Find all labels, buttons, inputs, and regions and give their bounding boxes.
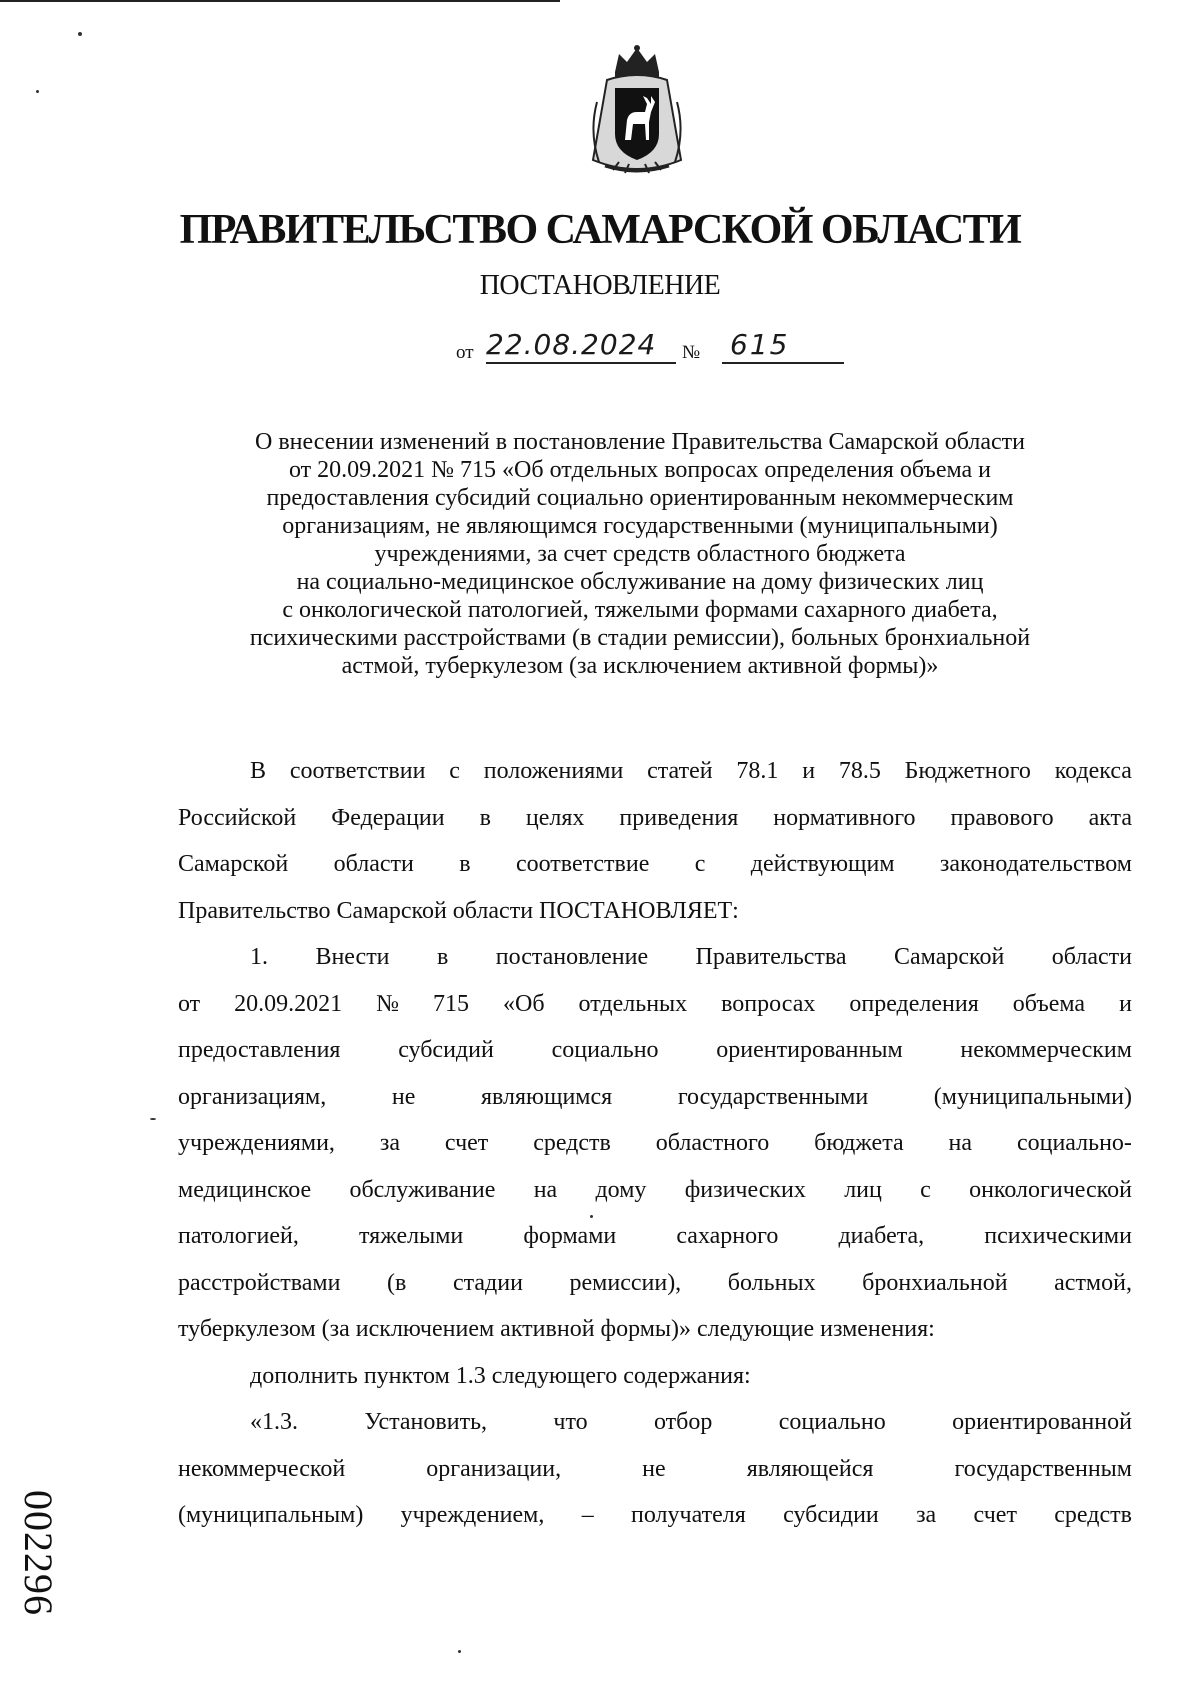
- body-line: [178, 1074, 1132, 1121]
- body-line: дополнить пунктом 1.3 следующего содержания:: [250, 1362, 751, 1389]
- body-word: –: [581, 1502, 594, 1528]
- body-word: социально: [551, 1037, 659, 1063]
- body-word: Бюджетного: [904, 758, 1031, 784]
- body-word: ориентированной: [952, 1409, 1132, 1435]
- body-word: №: [376, 990, 400, 1017]
- body-word: Самарской: [894, 944, 1005, 970]
- date-underline: [486, 362, 676, 364]
- title-line: учреждениями, за счет средств областного бюджета: [374, 541, 906, 567]
- body-line: [178, 748, 1132, 795]
- body-word: Федерации: [331, 804, 445, 831]
- body-line: Правительство Самарской области ПОСТАНОВЛЯЕТ:: [178, 897, 739, 924]
- body-word: положениями: [483, 758, 624, 784]
- body-word: 1.: [250, 944, 268, 970]
- scan-speck: [36, 90, 39, 93]
- body-line: [178, 1492, 1132, 1539]
- body-word: что: [553, 1409, 588, 1435]
- body-word: счет: [444, 1130, 489, 1156]
- handwritten-number: 615: [730, 328, 790, 361]
- body-word: не: [642, 1455, 666, 1482]
- body-word: патологией,: [178, 1223, 299, 1249]
- body-word: формами: [523, 1223, 617, 1249]
- body-word: сахарного: [676, 1223, 779, 1249]
- body-word: кодекса: [1054, 758, 1132, 784]
- body-word: акта: [1088, 804, 1132, 831]
- body-word: счет: [973, 1502, 1017, 1528]
- body-word: являющимся: [480, 1083, 613, 1110]
- body-word: Самарской: [178, 851, 289, 877]
- body-word: астмой,: [1054, 1269, 1132, 1296]
- body-line: [178, 1027, 1132, 1074]
- body-word: целях: [525, 804, 585, 831]
- title-line: астмой, туберкулезом (за исключением активной формы)»: [341, 653, 939, 679]
- body-word: от: [178, 990, 201, 1017]
- registration-stamp: 002296: [16, 1490, 61, 1616]
- body-word: расстройствами: [178, 1269, 341, 1296]
- body-line: [178, 1446, 1132, 1493]
- body-word: государственными: [677, 1083, 869, 1110]
- body-word: ремиссии),: [569, 1269, 682, 1296]
- body-word: субсидии: [783, 1502, 879, 1528]
- body-word: получателя: [631, 1502, 746, 1528]
- body-word: обслуживание: [349, 1176, 496, 1203]
- title-line: от 20.09.2021 № 715 «Об отдельных вопросах определения объема и: [288, 457, 992, 483]
- coat-of-arms-emblem: [585, 42, 689, 178]
- body-word: 20.09.2021: [234, 990, 343, 1017]
- body-word: соответствие: [515, 851, 650, 877]
- body-word: «Об: [503, 990, 545, 1017]
- body-word: ориентированным: [716, 1037, 903, 1063]
- body-word: некоммерческой: [178, 1455, 346, 1482]
- title-line: предоставления субсидий социально ориентированным некоммерческим: [266, 485, 1014, 511]
- body-word: средств: [533, 1130, 611, 1156]
- body-line: [178, 1213, 1132, 1260]
- body-word: организациям,: [178, 1083, 327, 1110]
- body-line: [178, 1399, 1132, 1446]
- body-word: физических: [684, 1176, 806, 1203]
- number-underline: [722, 362, 844, 364]
- body-word: больных: [727, 1269, 816, 1296]
- body-word: 78.5: [838, 758, 881, 784]
- body-word: некоммерческим: [960, 1037, 1132, 1063]
- scan-top-edge: [0, 0, 560, 2]
- body-word: на: [533, 1176, 558, 1203]
- body-line: [178, 1167, 1132, 1214]
- body-word: объема: [1012, 990, 1086, 1017]
- body-line: [178, 841, 1132, 888]
- body-word: дому: [595, 1176, 647, 1203]
- document-title: [150, 428, 1130, 680]
- body-word: стадии: [452, 1269, 523, 1296]
- title-line: на социально-медицинское обслуживание на дому физических лиц: [296, 569, 984, 595]
- body-word: (муниципальным): [178, 1502, 364, 1528]
- body-word: являющейся: [746, 1455, 874, 1482]
- body-word: нормативного: [773, 804, 916, 831]
- body-word: (в: [387, 1269, 407, 1296]
- document-body: [178, 748, 1132, 1539]
- body-word: учреждениями,: [178, 1130, 335, 1156]
- body-word: с: [920, 1176, 931, 1203]
- body-word: 78.1: [736, 758, 779, 784]
- body-word: за: [379, 1130, 400, 1156]
- body-line: [178, 1260, 1132, 1307]
- title-line: организациям, не являющимся государственными (муниципальными): [282, 513, 998, 539]
- body-word: Внести: [315, 944, 390, 970]
- body-line: туберкулезом (за исключением активной формы)» следующие изменения:: [178, 1316, 935, 1342]
- body-word: в: [436, 944, 449, 970]
- body-word: в: [479, 804, 491, 831]
- body-word: субсидий: [398, 1037, 494, 1063]
- body-line: [178, 934, 1132, 981]
- body-word: В: [250, 758, 267, 784]
- body-word: социально: [778, 1409, 886, 1435]
- body-word: и: [802, 758, 816, 784]
- body-word: социально-: [1016, 1130, 1132, 1156]
- body-word: законодательством: [939, 851, 1132, 877]
- body-word: за: [916, 1502, 937, 1528]
- title-line: с онкологической патологией, тяжелыми формами сахарного диабета,: [282, 597, 998, 623]
- body-word: соответствии: [289, 758, 426, 784]
- scan-speck: [458, 1650, 461, 1653]
- body-word: определения: [849, 990, 979, 1017]
- body-word: предоставления: [178, 1037, 341, 1063]
- body-word: постановление: [495, 944, 649, 970]
- body-line: [178, 981, 1132, 1028]
- body-word: организации,: [426, 1455, 562, 1482]
- body-line: [178, 795, 1132, 842]
- body-word: правового: [950, 804, 1054, 831]
- date-prefix: от: [456, 342, 474, 363]
- body-word: медицинское: [178, 1176, 312, 1203]
- scan-speck: [78, 32, 82, 36]
- scan-speck: [150, 1118, 156, 1120]
- body-word: Правительства: [695, 944, 847, 970]
- title-line: О внесении изменений в постановление Правительства Самарской области: [255, 429, 1025, 455]
- body-line: [178, 1120, 1132, 1167]
- date-number-line: [456, 328, 846, 368]
- body-word: с: [694, 851, 706, 877]
- organization-name: ПРАВИТЕЛЬСТВО САМАРСКОЙ ОБЛАСТИ: [179, 207, 1021, 253]
- body-word: не: [391, 1083, 416, 1110]
- body-word: онкологической: [969, 1176, 1132, 1203]
- body-word: приведения: [619, 804, 739, 831]
- body-word: областного: [655, 1130, 770, 1156]
- document-type: ПОСТАНОВЛЕНИЕ: [479, 270, 721, 301]
- body-word: государственным: [954, 1455, 1132, 1482]
- body-word: области: [1051, 944, 1132, 970]
- number-sign: №: [682, 342, 701, 363]
- body-word: в: [459, 851, 471, 877]
- body-word: на: [948, 1130, 973, 1156]
- body-word: (муниципальными): [933, 1083, 1132, 1110]
- body-word: с: [449, 758, 460, 784]
- body-word: диабета,: [838, 1223, 925, 1249]
- body-word: Российской: [178, 804, 297, 831]
- body-word: бюджета: [814, 1130, 904, 1156]
- body-word: вопросах: [721, 990, 816, 1017]
- body-word: тяжелыми: [358, 1223, 464, 1249]
- body-word: отбор: [653, 1409, 713, 1435]
- body-word: психическими: [984, 1223, 1132, 1249]
- body-word: бронхиальной: [862, 1269, 1008, 1296]
- body-word: Установить,: [364, 1409, 488, 1435]
- body-word: и: [1119, 990, 1132, 1017]
- body-word: статей: [647, 758, 713, 784]
- body-word: учреждением,: [400, 1502, 545, 1528]
- body-word: «1.3.: [250, 1409, 298, 1435]
- handwritten-date: 22.08.2024: [486, 328, 657, 361]
- body-word: лиц: [844, 1176, 882, 1203]
- body-word: отдельных: [578, 990, 688, 1017]
- body-word: 715: [433, 990, 470, 1017]
- title-line: психическими расстройствами (в стадии ремиссии), больных бронхиальной: [249, 625, 1031, 651]
- body-word: действующим: [750, 851, 895, 877]
- body-word: средств: [1054, 1502, 1132, 1528]
- body-word: области: [333, 851, 414, 877]
